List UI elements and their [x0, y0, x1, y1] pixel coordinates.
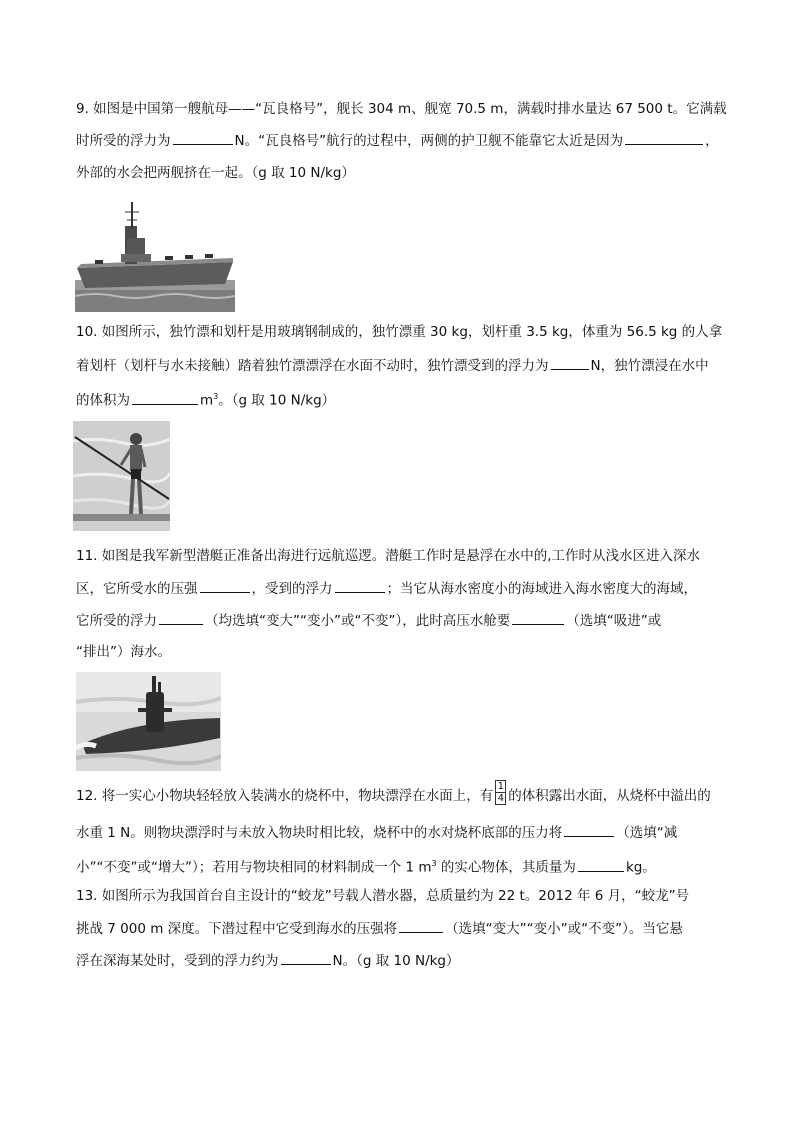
q11-line3-text-b: （均选填“变大”“变小”或“不变”），此时高压水舱要 — [205, 613, 511, 629]
q12-line3 — [76, 854, 656, 878]
q12-line1 — [76, 780, 711, 807]
q9-line2 — [76, 130, 719, 151]
q12-line2-text-b: （选填“减 — [616, 825, 678, 841]
q12-line3-text-b: 的实心物体，其质量为 — [436, 859, 576, 876]
q11-line3-text-c: （选填“吸进”或 — [566, 613, 662, 629]
q12-fraction-numerator: 1 — [497, 780, 504, 792]
bamboo-rafting-image — [73, 421, 170, 531]
q12-fraction-denominator: 4 — [497, 792, 504, 804]
q10-line2 — [76, 355, 709, 376]
q12-line2 — [76, 822, 677, 843]
q11-line3 — [76, 610, 661, 631]
q10-line3-text-a: 的体积为 — [76, 392, 130, 409]
q10-line3-text-c: 。（g 取 10 N/kg） — [218, 392, 336, 409]
q12-line1-text-a: 12. 将一实心小物块轻轻放入装满水的烧杯中，物块漂浮在水面上，有 — [76, 788, 494, 804]
q9-blank-reason[interactable] — [625, 130, 703, 145]
q10-blank-buoyancy[interactable] — [551, 355, 589, 370]
q11-line3-text-a: 它所受的浮力 — [76, 613, 157, 629]
q11-line4: “排出”）海水。 — [76, 644, 171, 660]
q9-line2-text-c: ， — [705, 133, 719, 149]
q11-blank-buoyancy[interactable] — [335, 578, 385, 593]
q9-line1: 9. 如图是中国第一艘航母——“瓦良格号”，舰长 304 m、舰宽 70.5 m，满载时排水量达 67 500 t。它满载 — [76, 101, 727, 117]
q9-blank-buoyancy[interactable] — [173, 130, 233, 145]
q12-line3-text-a: 小”“不变”或“增大”）；若用与物块相同的材料制成一个 1 m — [76, 859, 432, 876]
q13-line3-text-a: 浮在深海某处时，受到的浮力约为 — [76, 953, 279, 969]
q9-line2-text-a: 时所受的浮力为 — [76, 133, 171, 149]
q12-fraction — [495, 780, 506, 805]
q13-line1: 13. 如图所示为我国首台自主设计的“蛟龙”号载人潜水器，总质量约为 22 t。2012 年 6 月，“蛟龙”号 — [76, 888, 690, 904]
q11-blank-water-tank[interactable] — [512, 610, 564, 625]
aircraft-carrier-image — [75, 198, 235, 312]
q13-blank-pressure[interactable] — [399, 918, 443, 933]
q11-line2-text-a: 区，它所受水的压强 — [76, 581, 198, 597]
q13-line3-text-b: N。（g 取 10 N/kg） — [332, 953, 460, 969]
q10-line3-sup: 3 — [213, 392, 219, 401]
q11-blank-buoyancy-density[interactable] — [159, 610, 203, 625]
submarine-image — [76, 672, 221, 771]
q10-line3 — [76, 387, 335, 411]
q12-line3-sup: 3 — [431, 859, 437, 868]
q12-blank-mass[interactable] — [578, 857, 624, 872]
q10-line1: 10. 如图所示，独竹漂和划杆是用玻璃钢制成的，独竹漂重 30 kg，划杆重 3.5 kg，体重为 56.5 kg 的人拿 — [76, 324, 723, 340]
q10-line2-text-b: N，独竹漂浸在水中 — [590, 358, 709, 374]
q12-line3-text-c: kg。 — [625, 859, 656, 876]
q12-line1-text-b: 的体积露出水面，从烧杯中溢出的 — [508, 788, 711, 804]
q11-line2-text-b: ，受到的浮力 — [251, 581, 333, 597]
q11-line1: 11. 如图是我军新型潜艇正准备出海进行远航巡逻。潜艇工作时是悬浮在水中的,工作时从浅水区进入深水 — [76, 548, 701, 564]
q11-blank-pressure[interactable] — [200, 578, 250, 593]
q13-line3 — [76, 950, 460, 971]
q10-line3-unit: m — [200, 392, 214, 409]
q12-line2-text-a: 水重 1 N。则物块漂浮时与未放入物块时相比较，烧杯中的水对烧杯底部的压力将 — [76, 825, 563, 841]
q9-line2-text-b: N。“瓦良格号”航行的过程中，两侧的护卫舰不能靠它太近是因为 — [234, 133, 624, 149]
q12-blank-pressure-force[interactable] — [564, 822, 614, 837]
q13-blank-buoyancy[interactable] — [281, 950, 331, 965]
q9-line3: 外部的水会把两舰挤在一起。（g 取 10 N/kg） — [76, 165, 355, 181]
q10-line2-text-a: 着划杆（划杆与水未接触）踏着独竹漂漂浮在水面不动时，独竹漂受到的浮力为 — [76, 358, 549, 374]
q13-line2-text-a: 挑战 7 000 m 深度。下潜过程中它受到海水的压强将 — [76, 921, 398, 937]
q13-line2 — [76, 918, 683, 939]
q13-line2-text-b: （选填“变大”“变小”或“不变”）。当它悬 — [445, 921, 683, 937]
q11-line2 — [76, 578, 697, 599]
q11-line2-text-c: ；当它从海水密度小的海域进入海水密度大的海域， — [386, 581, 697, 597]
q10-blank-volume[interactable] — [132, 390, 198, 405]
